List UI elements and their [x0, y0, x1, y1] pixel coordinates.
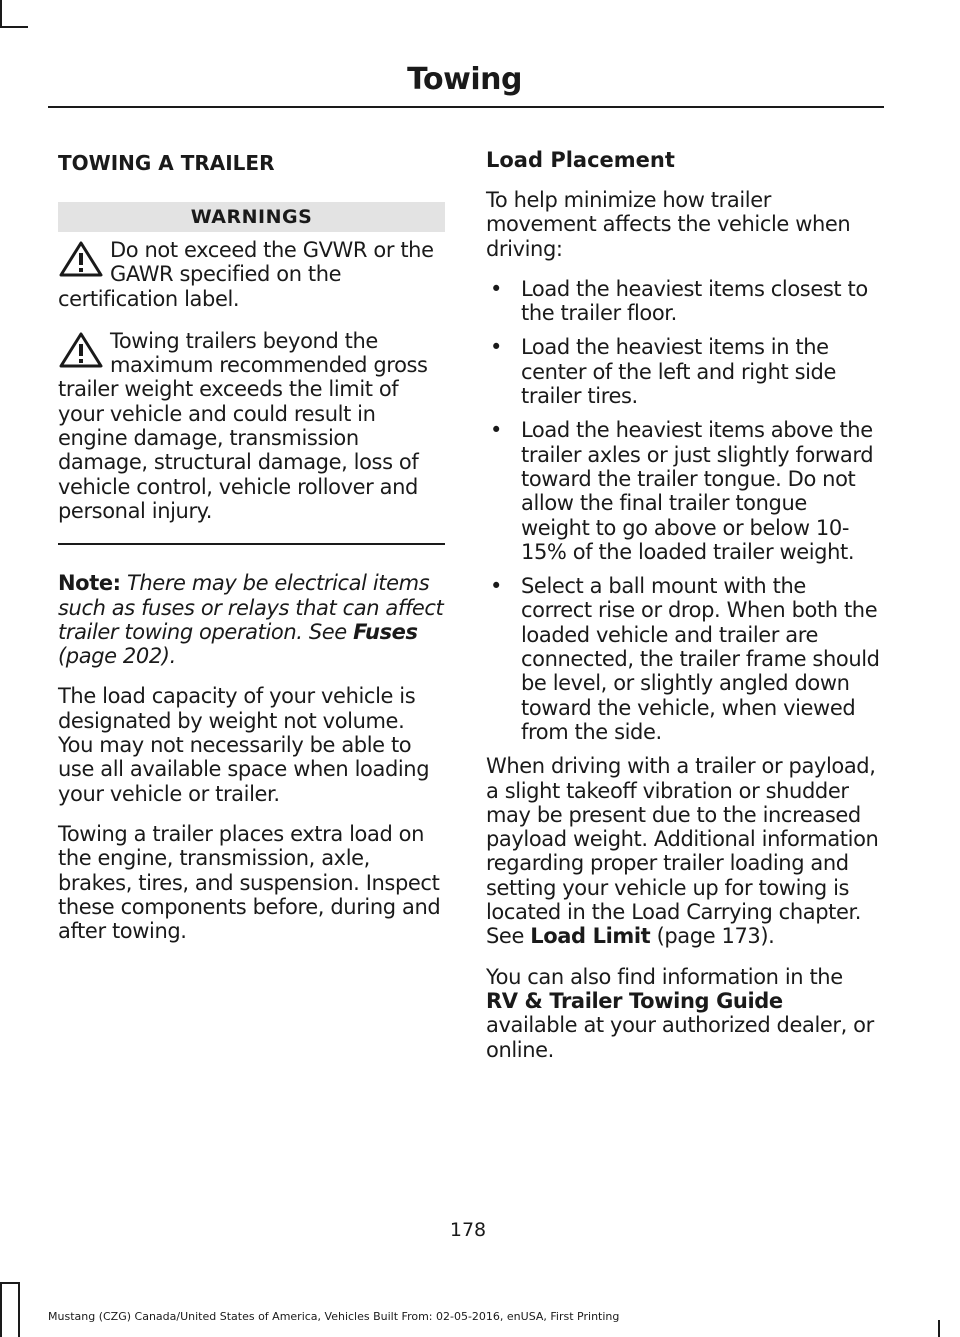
- page-number: 178: [449, 1219, 487, 1241]
- header-divider: [48, 106, 884, 108]
- load-limit-link[interactable]: Load Limit: [530, 924, 651, 949]
- warning-text: Do not exceed the GVWR or the GAWR specified on the certification label.: [58, 238, 434, 311]
- section-title: TOWING A TRAILER: [58, 151, 275, 175]
- page-reference: (page 202).: [58, 644, 176, 669]
- body-paragraph: The load capacity of your vehicle is designated by weight not volume. You may not necessarily be able to use all available space when loading your vehicle or trailer.: [58, 684, 430, 806]
- list-item: • Select a ball mount with the correct rise or drop. When both the loaded vehicle and trailer are connected, the trailer frame should be level, or slightly angled down toward the vehicle, when viewed from the side.: [486, 574, 880, 744]
- warning-item: [58, 329, 445, 523]
- list-item: • Load the heaviest items in the center of the left and right side trailer tires.: [486, 335, 880, 408]
- towing-guide-link[interactable]: RV & Trailer Towing Guide: [486, 988, 783, 1013]
- intro-paragraph: To help minimize how trailer movement affects the vehicle when driving:: [486, 188, 851, 261]
- body-paragraph: [486, 754, 880, 948]
- fuses-link[interactable]: Fuses: [353, 619, 418, 644]
- paragraph-text: When driving with a trailer or payload, a slight takeoff vibration or shudder may be present due to the increased payload weight. Additional information regarding proper trailer loading and setting your vehicle up for towing is located in the Load Carrying chapter. See: [486, 754, 879, 949]
- bullet-list: [486, 277, 880, 744]
- body-paragraph: [486, 965, 880, 1062]
- warnings-divider: [58, 543, 445, 545]
- crop-mark: [0, 1282, 2, 1337]
- note-text: There may be electrical items such as fuses or relays that can affect trailer towing operation. See: [58, 571, 444, 644]
- warning-text: Towing trailers beyond the maximum recommended gross trailer weight exceeds the limit of your vehicle and could result in engine damage, transmission damage, structural damage, loss of vehicle control, vehicle rollover and personal injury.: [58, 328, 428, 523]
- warning-item: [58, 238, 445, 311]
- warning-triangle-icon: [58, 331, 104, 369]
- crop-mark: [938, 1320, 940, 1337]
- paragraph-text: You can also find information in the: [486, 964, 843, 989]
- subsection-title: Load Placement: [486, 148, 675, 172]
- page-reference: (page 173).: [656, 924, 775, 949]
- crop-mark: [0, 1282, 20, 1284]
- crop-mark: [0, 0, 2, 28]
- warnings-heading: WARNINGS: [58, 202, 445, 232]
- left-column: [58, 148, 445, 959]
- right-column: [486, 148, 880, 1078]
- list-item: • Load the heaviest items closest to the trailer floor.: [486, 277, 880, 326]
- note-label: Note:: [58, 571, 121, 596]
- paragraph-text: available at your authorized dealer, or online.: [486, 1013, 874, 1062]
- warning-triangle-icon: [58, 240, 104, 278]
- note-paragraph: [58, 571, 445, 668]
- footer-text: Mustang (CZG) Canada/United States of America, Vehicles Built From: 02-05-2016, enUSA, First Printing: [48, 1310, 620, 1323]
- page-header-title: Towing: [407, 62, 522, 97]
- crop-mark: [18, 1282, 20, 1337]
- list-item: • Load the heaviest items above the trailer axles or just slightly forward toward the trailer tongue. Do not allow the final trailer tongue weight to go above or below 10-15% of the loaded trailer weight.: [486, 418, 880, 564]
- crop-mark: [0, 26, 28, 28]
- body-paragraph: Towing a trailer places extra load on the engine, transmission, axle, brakes, tires, and suspension. Inspect these components before, during and after towing.: [58, 821, 441, 944]
